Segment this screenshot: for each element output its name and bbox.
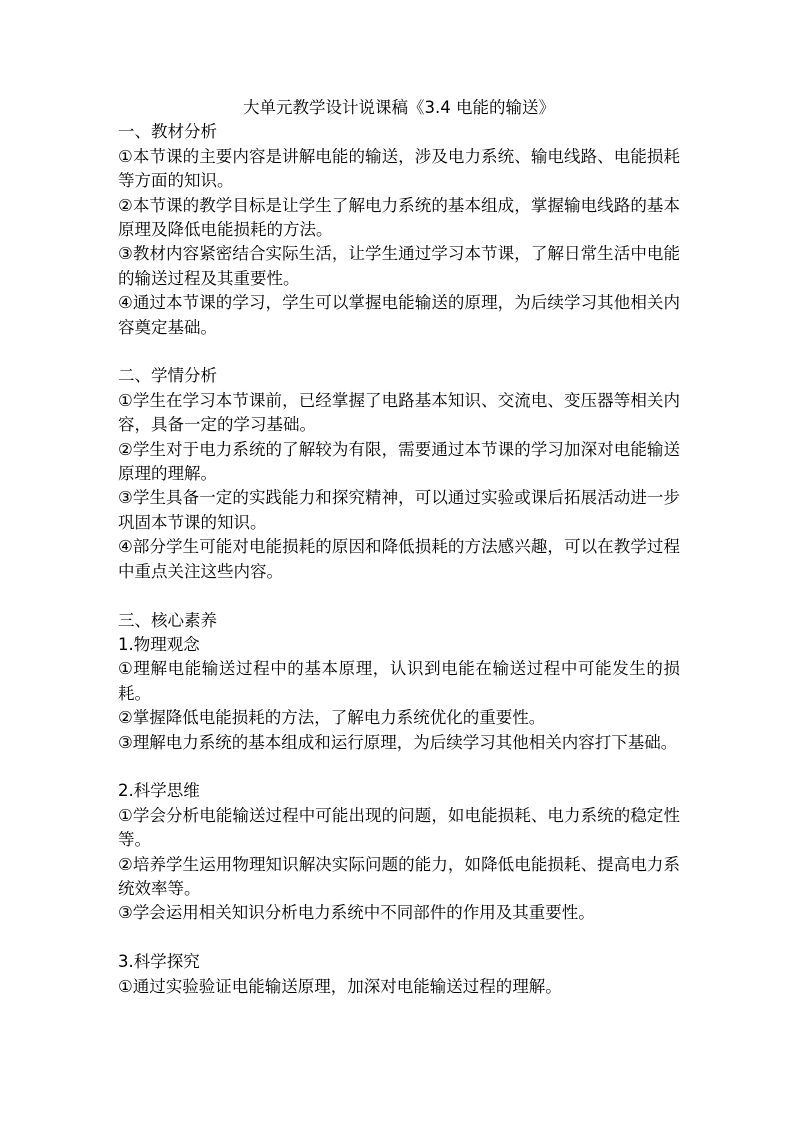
paragraph: ③理解电力系统的基本组成和运行原理，为后续学习其他相关内容打下基础。 [118,732,678,752]
paragraph: ①通过实验验证电能输送原理，加深对电能输送过程的理解。 [118,976,562,996]
paragraph: ④通过本节课的学习，学生可以掌握电能输送的原理，为后续学习其他相关内容奠定基础。 [118,293,680,337]
section-heading: 二、学情分析 [118,366,217,386]
blank-line [118,584,680,608]
paragraph: ②本节课的教学目标是让学生了解电力系统的基本组成，掌握输电线路的基本原理及降低电能损耗的方法。 [118,195,680,240]
section-student-analysis [118,364,680,584]
subsection-scientific-inquiry [118,950,680,999]
subsection-heading: 2.科学思维 [118,781,200,801]
paragraph: ④部分学生可能对电能损耗的原因和降低损耗的方法感兴趣，可以在教学过程中重点关注这些内容。 [118,537,680,581]
paragraph: ②掌握降低电能损耗的方法，了解电力系统优化的重要性。 [118,708,546,728]
section-heading: 三、核心素养 [118,610,217,630]
paragraph: ②培养学生运用物理知识解决实际问题的能力，如降低电能损耗、提高电力系统效率等。 [118,854,680,898]
paragraph: ①学生在学习本节课前，已经掌握了电路基本知识、交流电、变压器等相关内容，具备一定的学习基础。 [118,390,680,435]
paragraph: ①学会分析电能输送过程中可能出现的问题，如电能损耗、电力系统的稳定性等。 [118,805,680,850]
paragraph: ②学生对于电力系统的了解较为有限，需要通过本节课的学习加深对电能输送原理的理解。 [118,439,680,484]
blank-line [118,926,680,950]
section-textbook-analysis [118,120,680,340]
subsection-heading: 3.科学探究 [118,952,200,972]
document-title: 大单元教学设计说课稿《3.4 电能的输送》 [243,98,555,117]
blank-line [118,340,680,364]
paragraph: ③学会运用相关知识分析电力系统中不同部件的作用及其重要性。 [118,903,595,923]
subsection-physics-concepts [118,633,680,755]
document-page [118,96,680,999]
section-heading: 一、教材分析 [118,122,217,142]
subsection-scientific-thinking [118,779,680,925]
paragraph: ①本节课的主要内容是讲解电能的输送，涉及电力系统、输电线路、电能损耗等方面的知识。 [118,146,680,191]
blank-line [118,755,680,779]
paragraph: ①理解电能输送过程中的基本原理，认识到电能在输送过程中可能发生的损耗。 [118,659,680,703]
paragraph: ③教材内容紧密结合实际生活，让学生通过学习本节课，了解日常生活中电能的输送过程及其重要性。 [118,244,680,288]
paragraph: ③学生具备一定的实践能力和探究精神，可以通过实验或课后拓展活动进一步巩固本节课的知识。 [118,488,680,532]
section-core-literacy [118,609,680,999]
subsection-heading: 1.物理观念 [118,634,200,654]
